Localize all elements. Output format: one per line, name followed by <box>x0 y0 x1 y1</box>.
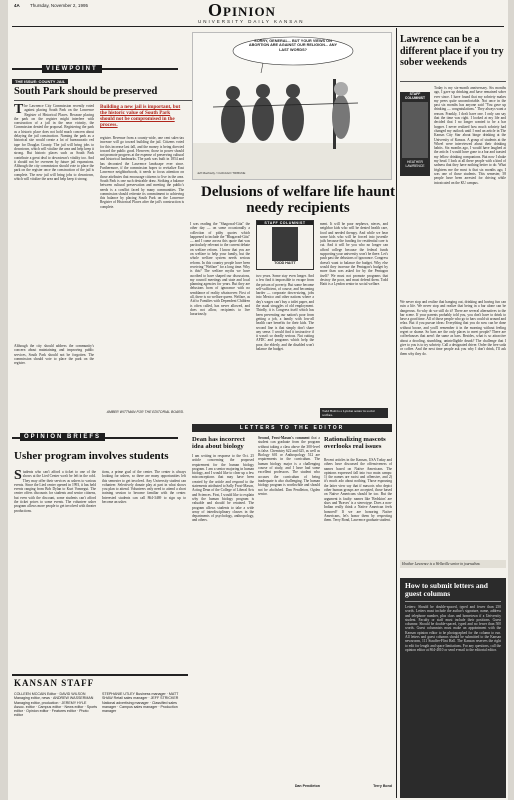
viewpoint-col2: register. Revenue from a county-wide, one cent sales-tax increase will go toward building the jail. Citizens voted for this increase last fall, and the money is being directed toward the public good. However, those in power should not promote progress at the expense of preserving cultural and historical landmarks. The park was built in 1854 and has decorated the Lawrence landscape ever since. Furthermore, if the commission hopes to revitalize East Lawrence neighborhoods, it needs to focus attention on those attributes that encourage citizens to live in the area. South Park is one such desirable draw. Striking a balance between cultural preservation and meeting the public's needs is a conflict faced by many communities. The commission should reiterate its commitment to achieving this balance by placing South Park on the Lawrence Register of Historical Places after the jail's construction is complete. <box>100 136 184 209</box>
issue-date: Thursday, November 2, 1995 <box>30 3 88 8</box>
staff-rule <box>12 674 188 676</box>
sidebar-columnist-box <box>400 92 430 176</box>
briefs-col2: tions, a prime goal of the center. The center is always looking for ushers, so there are many opportunities left this semester to get involved. Any University student can volunteer. Selectively donate play at part in what shows you plan to attend. Volunteers only need to attend a short training session to become familiar with the center. Interested students can call 864-3469 to sign up to become an usher. <box>102 470 186 505</box>
welfare-footer: Todd Haitt is a Lyndon senior in social welfare. <box>320 408 388 418</box>
briefs-col1 <box>14 470 96 670</box>
cartoon-credit: Jeff MacNelly / CHICAGO TRIBUNE <box>197 171 246 175</box>
briefs-headline: Usher program involves students <box>14 450 169 462</box>
howto-title: How to submit letters and guest columns <box>405 581 488 598</box>
welfare-col3: ment. It will be poor nephews, nieces, and neighbor kids who will be denied health care, food and needed therapy. And while we hear some kids who will be forced into juvenile jails because the funding for residential care is cut. And it will be you who no longer can afford college because the federal funds supporting your university won't be there. Let's push past the delusions of ignorance. Congress doesn't want to balance the budget. Why else would they increase the Pentagon's budget by more than was asked for by the Pentagon itself? We must not promote programs that destroy the poor, and must defend them. Todd Haitt is a Lyndon senior in social welfare. <box>320 222 388 287</box>
cartoon-illustration <box>193 33 391 179</box>
welfare-columnist-box <box>256 220 314 270</box>
letter3-body: Recent articles in the Kansan, USA Today and others have discussed the offensiveness of names based on Native Americans. The opinions expressed fall into two main camps: 1) the names are racist and offensive, and 2) it's much ado about nothing. Those espousing the latter view say that if mascots who depict other human groups are accepted, those based on Native Americans should be too. But the argument is faulty: names like 'Redskins' are slurs and 'Braves' is a stereotype. Does a non-Indian really think a Native American feels honored? If we are honoring Native Americans, let's honor them by respecting them. Terry Bond, Lawrence graduate student. <box>324 458 392 523</box>
sidebar-columnist-photo <box>402 102 428 158</box>
sidebar-columnist-name: HEATHER LAWRENCE <box>405 160 425 168</box>
viewpoint-signoff: AMBER WITTMAN FOR THE EDITORIAL BOARD. <box>106 410 184 414</box>
viewpoint-label: VIEWPOINT <box>42 65 102 73</box>
paper-name: UNIVERSITY DAILY KANSAN <box>198 19 305 24</box>
viewpoint-issue-tag: THE ISSUE: COUNTY JAIL <box>12 79 68 84</box>
viewpoint-col1b: Although the city should address the community's concern about maintaining and improving public services, South Park should not be forgotten. The commission should vote to place the park on the register. <box>14 344 94 366</box>
welfare-columnist-photo <box>272 227 298 261</box>
viewpoint-callout-text: Building a new jail is important, but the historic value of South Park should not be compromised in the process. <box>100 104 181 128</box>
sidebar-col2: We never stop and realize that hanging out, drinking and having fun can ruin a life. We never stop and realize that being in a bar alone can be dangerous. So why do we still do it? There are several alternatives to the bar scene. If your parents probably told you, you don't have to drink to have a good time. All of those people who go to bars could sit around and relax. But if you pursue ideas: Everything that you do now can be done without booze, and you'll remember it in the morning without feeling regret or shame. So bars are the only places to meet people? There are coffeehouses that aren't the same as bars. Besides, what is so attractive about a drooling, stumbling, unintelligible drunk? The challenge that I give to you is to try sobriety. Call a designated driver. Order the free soda or coffee. And the next time people ask you why I don't drink, I'll ask them why they do. <box>400 300 506 356</box>
welfare-col1: I was reading the "Shagowal-Gita" the other day — on some occasionally a collection of pithy quotes which happened to include the "Bhagavad-Gita" — and I came across this quote that was particularly relevant to the current debate on welfare reform. I know that you are on welfare to help your family, but the whole welfare system needs serious reform. In this country people have been receiving "Welfare" for a long time. Why is this? The welfare myths we have ascribed to have shaped our discussions, my council meetings and state and local planning agencies for years. But they are delusions born of ignorance with no semblance of reality whatsoever. First of all, there is no welfare queen. Welfare, as Aid to Families with Dependent Children is often called, has never allowed, and does not allow, recipients to live luxuriously. <box>190 222 250 317</box>
welfare-headline: Delusions of welfare life haunt needy recipients <box>201 184 395 216</box>
letter2-signature: Dan Pendleton <box>294 784 320 788</box>
viewpoint-col1-text: he Lawrence City Commission recently voted against placing South Park on the Lawrence Register of Historical Places. Because placing the park on the register might interfere with construction of a jail in the near vicinity, the Commission denied the proposal. Registering the park as a historic place does not hold much concern about delaying the jail construction. Naming the park as a historical site would create a lot of bureaucratic red tape for Douglas County. The jail will bring jobs to downtown, which will vitalize the area and help keep it strong. But historic places such as South Park contribute a great deal to downtown's vitality too. And it should not be overseen by future jail expansions. Although the city commission should vote to place the park on the register once the construction of the jail is complete. The new jail will bring jobs to downtown, which will vitalize the area and help keep it strong. <box>14 104 94 182</box>
masthead-rule <box>12 26 504 27</box>
howto-box <box>400 578 506 798</box>
sidebar-columnist-tag: STAFF COLUMNIST <box>404 92 426 100</box>
welfare-columnist-tag: STAFF COLUMNIST <box>257 221 313 225</box>
letter3-headline: Rationalizing mascots overlooks real issues <box>324 436 386 451</box>
staff-list-left: COLLEEN MCCAIN Editor · DAVID WILSON Managing editor, news · ANDREW WASSERMAN Managing editor, production · JEREMY HYLE Assoc. editor · Campus editor · News editor · Sports editor · Opinion editor · Features editor · Photo editor <box>14 692 98 718</box>
briefs-label: OPINION BRIEFS <box>20 433 105 441</box>
welfare-columnist-name: TODD HAITT <box>274 261 296 265</box>
sidebar-col1: Today is my six-month anniversary. Six months ago, I gave up drinking and have remained sober ever since. I have found that my sobriety makes my peers quite uncomfortable. Not once in the past six months has anyone said "You gave up drinking — congratulations." They always want a reason. Frankly, I don't have one. I only can say that the time was right. I looked at my life and decided that I no longer wanted to be a bar hopper. I never realized how much sobriety had changed my outlook until I read an article in The Kansas City Star about binge drinking at the University of Kansas. A group of students at the Wheel were interviewed about their drinking habits. Six months ago, I would have laughed at the article. I would have gone to a bar and toasted my fellow drinking companions. But now I shake my head. I look at all these people with a kind of sadness that they have nothing better to do. What frightens me the most is that six months ago, I was one of those students. This semester, 58 people have been arrested for driving while intoxicated on the KU campus. <box>434 86 506 185</box>
briefs-dropcap: S <box>14 470 22 483</box>
letters-label: LETTERS TO THE EDITOR <box>239 425 345 431</box>
briefs-col1-text: tudents who can't afford a ticket to one of the shows at the Lied Center won't be left in the cold. They may offer their services as ushers to various events. Since the Lied center opened in 1993, it has held events ranging from Bob Dylan to Kurt Vonnegut. The center offers discounts for students and senior citizens, but even with the discount, some students can't afford the ticket prices to some events. The volunteer usher program allows more people to get involved with theater productions. <box>14 470 96 513</box>
section-title: Opinion <box>208 0 276 20</box>
sidebar-headline: Lawrence can be a different place if you try sober weekends <box>400 34 504 68</box>
letter1-headline: Dean has incorrect idea about biology <box>192 436 245 451</box>
letter2-text: that a student can graduate from the program without taking a class above the 300-level is false. Chemistry 622 and 625, as well as Biology 601 or Anthropology 512 are requirements in the curriculum. The human biology major is a challenging course of study, and I have had some excellent professors. The student who accuses the curriculum of being inadequate is also challenging. The human biology program is worthwhile and should not be abolished. Dan Pendleton, Ogden senior. <box>258 436 320 496</box>
cartoon-caption: SORRY, GENERAL... BUT YOUR VIEWS ON ABORTION ARE AGAINST OUR RELIGION... ANY LAST WORDS? <box>248 39 338 52</box>
welfare-col2: two years. Some stay even longer. And a few find it impossible to escape from the prison of poverty. But some become self-sufficient, of course, and becoming harder — corporate down-sizing, jobs into Mexico and other nations where a day's wages can't buy a toilet paper, and the usual struggles of old employment. Thirdly, it is Congress itself which has been preventing our nation's poor from getting a job, a family with low-all health care benefits for their kids. The second line is that simply don't share any sense. I would find it instructive if it wasn't so deadly serious. Nut cutting AFDC and programs which help the poor, the elderly, and the disabled won't balance the budget. <box>256 274 314 352</box>
staff-title: KANSAN STAFF <box>14 678 95 688</box>
viewpoint-col1 <box>14 104 94 344</box>
sidebar-rule <box>396 28 397 798</box>
howto-rule <box>405 601 501 602</box>
viewpoint-callout <box>100 104 184 128</box>
editorial-cartoon <box>192 32 392 180</box>
viewpoint-headline: South Park should be preserved <box>14 86 158 97</box>
staff-list-right: STEPHANIE UTLEY Business manager · MATT SHAW Retail sales manager · JEFF STRICKER National advertising manager · Classified sales manager · Campus sales manager · Production manager <box>102 692 179 714</box>
letter2-lead: Second, Frost-Mason's comment <box>258 436 310 440</box>
howto-text: Letters: Should be double-spaced, typed and fewer than 250 words. Letters must include the author's signature, name, address and telephone number, plus class and hometown if a University student. Faculty or staff must include their positions. Guest columns: Should be double-spaced, typed and no fewer than 500 words. Guest columnists must make an appointment with the Kansan opinion editor to be photographed for the column to run. All letters and guest columns should be submitted to the Kansan newsroom, 111 Stauffer-Flint Hall. The Kansan reserves the right to edit for length and space limitations. For any questions, call the opinion editor at 864-4810 or send e-mail to the editorial editor. <box>405 605 501 652</box>
letter1-body: I am writing in response to the Oct. 25 article concerning the proposed requirement for the human biology program. I am a senior majoring in human biology, and I would like to clear up a few misconceptions that may have been created by the article and respond to the statements attributed to Sally Frost-Mason, Acting Dean of the College of Liberal Arts and Sciences. First, I would like to explain why the human biology program is valuable and should be retained. The program allows students to take a wide array of interdisciplinary classes in the departments of psychology, anthropology, and others. <box>192 454 254 523</box>
letter2-body <box>258 436 320 782</box>
letter3-signature: Terry Bond <box>373 784 392 788</box>
sidebar-footer: Heather Lawrence is a Wellsville senior in journalism. <box>400 560 506 568</box>
viewpoint-dropcap: T <box>14 104 24 117</box>
page-number: 4A <box>14 3 20 8</box>
newspaper-page <box>8 0 508 800</box>
sidebar-headline-rule <box>400 81 506 82</box>
